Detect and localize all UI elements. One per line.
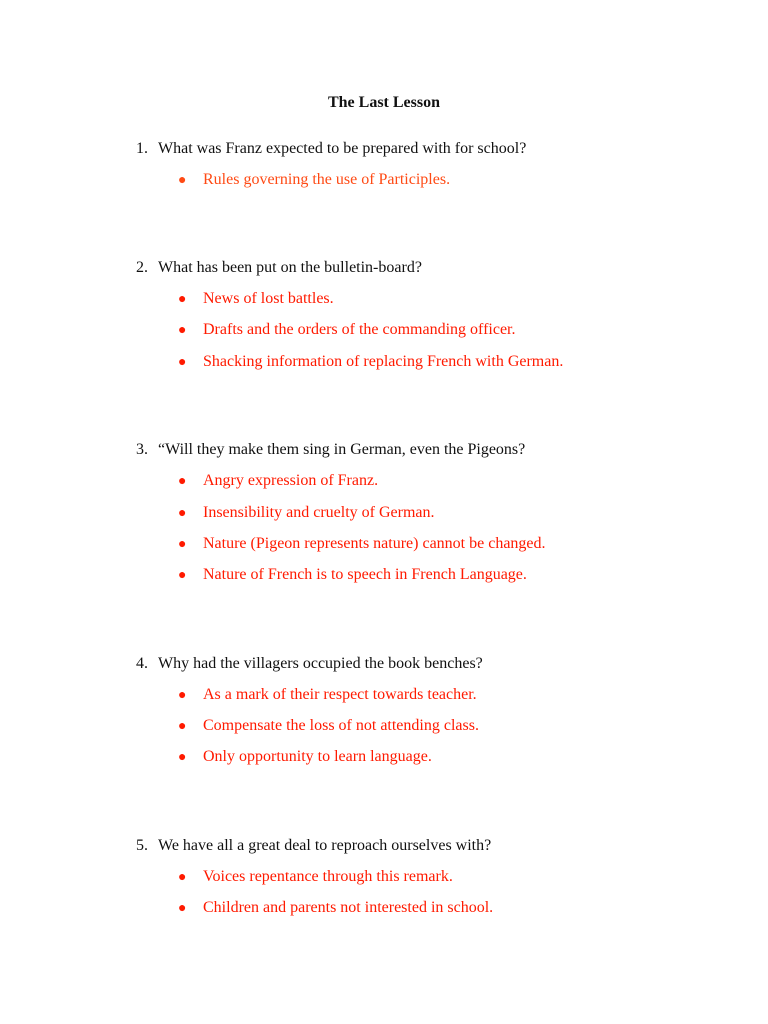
question-number: 5. [136, 837, 148, 854]
answer-text: Compensate the loss of not attending class. [203, 717, 479, 734]
question-3 [136, 440, 525, 460]
answer-item [178, 898, 493, 919]
bullet-icon: ● [178, 323, 187, 338]
answer-text: Children and parents not interested in school. [203, 899, 494, 916]
bullet-icon: ● [178, 688, 187, 703]
answer-item [178, 471, 378, 492]
answer-item [178, 534, 546, 555]
answer-item [178, 716, 479, 737]
bullet-icon: ● [178, 901, 187, 916]
question-text: We have all a great deal to reproach ourselves with? [158, 837, 492, 854]
document-title: The Last Lesson [327, 94, 441, 111]
question-text: “Will they make them sing in German, even the Pigeons? [158, 441, 526, 458]
answer-item [178, 170, 450, 191]
answer-item [178, 867, 453, 888]
question-text: What was Franz expected to be prepared with for school? [158, 140, 527, 157]
bullet-icon: ● [178, 173, 187, 188]
answer-item [178, 352, 563, 373]
bullet-icon: ● [178, 719, 187, 734]
answer-text: News of lost battles. [203, 290, 334, 307]
bullet-icon: ● [178, 292, 187, 307]
question-text: What has been put on the bulletin-board? [158, 259, 422, 276]
bullet-icon: ● [178, 537, 187, 552]
answer-item [178, 685, 477, 706]
bullet-icon: ● [178, 474, 187, 489]
question-number: 3. [136, 441, 148, 458]
answer-text: Angry expression of Franz. [203, 472, 379, 489]
answer-item [178, 747, 432, 768]
answer-item [178, 320, 516, 341]
question-text: Why had the villagers occupied the book benches? [158, 655, 483, 672]
question-5 [136, 836, 491, 856]
question-number: 4. [136, 655, 148, 672]
answer-text: Shacking information of replacing French with German. [203, 353, 564, 370]
answer-item [178, 503, 435, 524]
bullet-icon: ● [178, 568, 187, 583]
question-1 [136, 139, 526, 159]
bullet-icon: ● [178, 870, 187, 885]
question-number: 2. [136, 259, 148, 276]
bullet-icon: ● [178, 750, 187, 765]
question-4 [136, 654, 483, 674]
question-number: 1. [136, 140, 148, 157]
answer-item [178, 289, 334, 310]
answer-text: Drafts and the orders of the commanding officer. [203, 321, 516, 338]
answer-text: Insensibility and cruelty of German. [203, 504, 435, 521]
bullet-icon: ● [178, 355, 187, 370]
answer-item [178, 565, 527, 586]
question-2 [136, 258, 422, 278]
answer-text: Nature of French is to speech in French Language. [203, 566, 527, 583]
answer-text: Voices repentance through this remark. [203, 868, 453, 885]
answer-text: Rules governing the use of Participles. [203, 171, 451, 188]
bullet-icon: ● [178, 506, 187, 521]
answer-text: Nature (Pigeon represents nature) cannot be changed. [203, 535, 546, 552]
answer-text: As a mark of their respect towards teacher. [203, 686, 477, 703]
answer-text: Only opportunity to learn language. [203, 748, 432, 765]
